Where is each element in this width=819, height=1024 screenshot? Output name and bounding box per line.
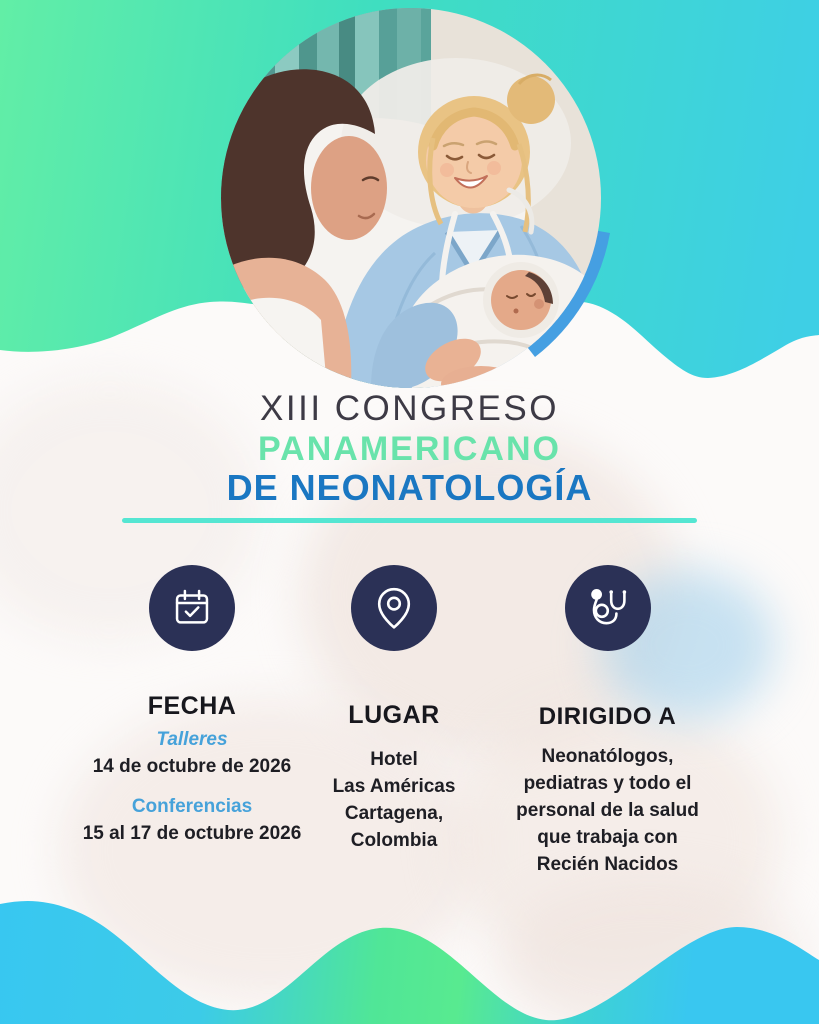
dirigido-a-line: Recién Nacidos [536, 854, 679, 875]
lugar-heading: LUGAR [348, 701, 440, 729]
lugar-line: Colombia [350, 830, 438, 851]
dirigido-a-line: personal de la salud [516, 800, 699, 821]
fecha-conferencias-date: 15 al 17 de octubre 2026 [82, 823, 302, 844]
title-line-2: PANAMERICANO [258, 430, 561, 468]
hero-photo-illustration [221, 8, 601, 388]
location-pin-icon [370, 584, 418, 632]
lugar-line: Hotel [370, 749, 418, 770]
column-dirigido-a [500, 565, 715, 878]
title-line-3: DE NEONATOLOGÍA [226, 467, 593, 508]
stethoscope-icon [584, 584, 632, 632]
stethoscope-icon-circle [565, 565, 651, 651]
fecha-conferencias-label: Conferencias [131, 796, 253, 817]
dirigido-a-line: pediatras y todo el [523, 773, 692, 794]
column-lugar [314, 565, 474, 854]
dirigido-a-line: Neonatólogos, [541, 746, 674, 767]
location-pin-icon-circle [351, 565, 437, 651]
hero-photo [221, 8, 601, 388]
dirigido-a-line: que trabaja con [537, 827, 678, 848]
teal-divider [122, 518, 697, 523]
title-line-1: XIII CONGRESO [260, 389, 559, 428]
calendar-icon [169, 585, 215, 631]
fecha-talleres-date: 14 de octubre de 2026 [92, 756, 292, 777]
lugar-line: Cartagena, [344, 803, 444, 824]
column-fecha [82, 565, 302, 847]
calendar-icon-circle [149, 565, 235, 651]
fecha-talleres-label: Talleres [156, 729, 228, 750]
fecha-heading: FECHA [147, 692, 237, 720]
lugar-line: Las Américas [332, 776, 456, 797]
dirigido-a-heading: DIRIGIDO A [538, 703, 677, 730]
title-block [0, 389, 819, 507]
bottom-wave-shape [0, 864, 819, 1024]
